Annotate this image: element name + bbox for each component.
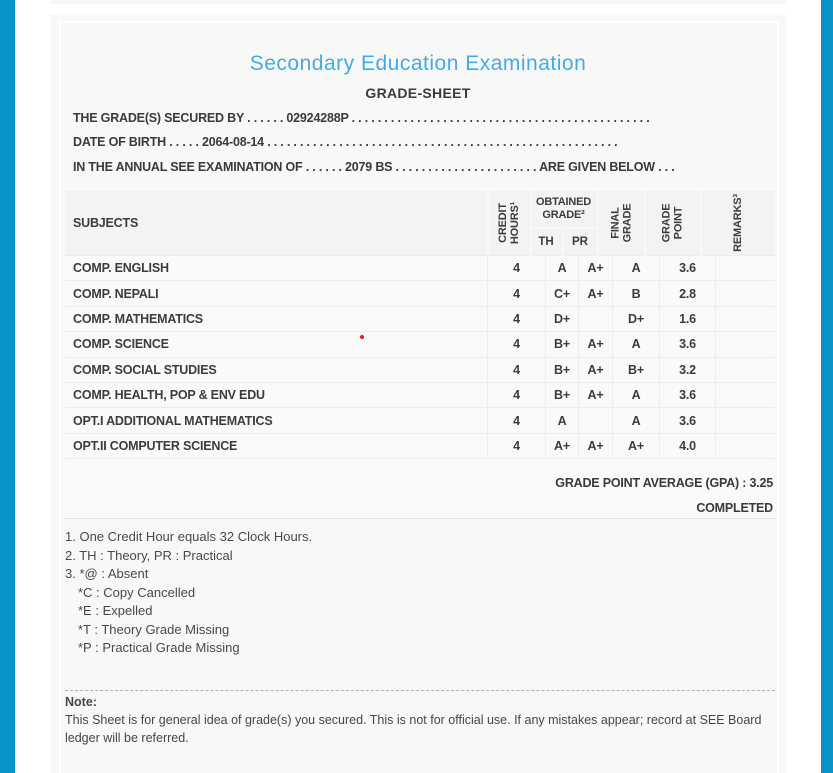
th-grade-cell: B+ (545, 383, 578, 407)
column-header-remarks: REMARKS³ (732, 194, 744, 252)
th-grade-cell: B+ (545, 358, 578, 382)
remarks-cell (715, 307, 775, 331)
credit-cell: 4 (487, 332, 545, 356)
remarks-cell (715, 281, 775, 305)
column-header-final-grade: FINAL GRADE (608, 203, 633, 243)
footnote-absent: 3. *@ : Absent (65, 566, 149, 581)
grade-point-cell: 4.0 (659, 434, 715, 458)
remarks-cell (715, 358, 775, 382)
footnote-expelled: *E : Expelled (78, 603, 153, 618)
grades-table (65, 189, 775, 519)
credit-cell: 4 (487, 434, 545, 458)
table-row (65, 357, 775, 382)
pr-grade-cell: A+ (578, 281, 612, 305)
info-line-grades-secured-by: THE GRADE(S) SECURED BY . . . . . . 02924288P . . . . . . . . . . . . . . . . . . . . . . . . . . . . . . . . . . . . . . . . . . . . . . (73, 111, 650, 125)
info-line-examination-year: IN THE ANNUAL SEE EXAMINATION OF . . . . . . 2079 BS . . . . . . . . . . . . . . . . . . . . . . ARE GIVEN BELOW . . . (73, 160, 675, 174)
final-grade-cell: A (612, 256, 659, 280)
note-text-line: ledger will be referred. (65, 731, 189, 745)
final-grade-cell: A (612, 408, 659, 432)
final-grade-cell: B+ (612, 358, 659, 382)
remarks-cell (715, 408, 775, 432)
pr-grade-cell: A+ (578, 383, 612, 407)
remarks-cell (715, 383, 775, 407)
pr-grade-cell: A+ (578, 332, 612, 356)
note-label: Note: (65, 695, 97, 709)
content-panel (50, 15, 786, 773)
subject-cell: COMP. SCIENCE (73, 337, 169, 352)
credit-cell: 4 (487, 383, 545, 407)
remarks-cell (715, 256, 775, 280)
table-row (65, 280, 775, 305)
subject-cell: COMP. ENGLISH (73, 261, 169, 276)
subject-cell: COMP. NEPALI (73, 286, 159, 301)
pr-grade-cell: A+ (578, 434, 612, 458)
grade-point-cell: 3.6 (659, 332, 715, 356)
credit-cell: 4 (487, 358, 545, 382)
subject-cell: OPT.I ADDITIONAL MATHEMATICS (73, 413, 273, 428)
remarks-cell (715, 332, 775, 356)
grade-point-cell: 3.6 (659, 408, 715, 432)
final-grade-cell: D+ (612, 307, 659, 331)
column-header-th: TH (538, 235, 554, 248)
subject-cell: COMP. SOCIAL STUDIES (73, 362, 217, 377)
dashed-divider (65, 690, 775, 691)
table-row (65, 382, 775, 407)
th-grade-cell: B+ (545, 332, 578, 356)
column-header-pr: PR (572, 235, 588, 248)
table-row (65, 331, 775, 356)
status-completed: COMPLETED (696, 501, 773, 516)
table-row (65, 433, 775, 458)
column-header-grade-point: GRADE POINT (660, 203, 685, 243)
footnote-copy-cancelled: *C : Copy Cancelled (78, 584, 196, 600)
right-blue-bar (821, 0, 833, 773)
credit-cell: 4 (487, 281, 545, 305)
gpa-value: GRADE POINT AVERAGE (GPA) : 3.25 (555, 476, 773, 491)
column-header-subjects: SUBJECTS (73, 216, 139, 230)
grade-point-cell: 3.6 (659, 383, 715, 407)
grade-point-cell: 3.6 (659, 256, 715, 280)
left-blue-bar (0, 0, 15, 773)
final-grade-cell: A (612, 332, 659, 356)
grade-point-cell: 2.8 (659, 281, 715, 305)
footnote-practical-missing: *P : Practical Grade Missing (78, 640, 240, 655)
footnote-th-pr: 2. TH : Theory, PR : Practical (65, 547, 233, 563)
th-grade-cell: C+ (545, 281, 578, 305)
note-text-line: This Sheet is for general idea of grade(s) you secured. This is not for official use. If any mistakes appear; record at SEE Board (65, 713, 762, 727)
table-row (65, 407, 775, 432)
pr-grade-cell (578, 307, 612, 331)
page-title: Secondary Education Examination (249, 52, 587, 75)
credit-cell: 4 (487, 256, 545, 280)
subject-cell: OPT.II COMPUTER SCIENCE (73, 438, 238, 453)
final-grade-cell: A (612, 383, 659, 407)
remarks-cell (715, 434, 775, 458)
top-panel-edge (50, 0, 786, 4)
credit-cell: 4 (487, 307, 545, 331)
table-row (65, 255, 775, 280)
th-grade-cell: A+ (545, 434, 578, 458)
pr-grade-cell (578, 408, 612, 432)
subject-cell: COMP. HEALTH, POP & ENV EDU (73, 388, 265, 403)
red-dot-marker (360, 335, 364, 339)
th-grade-cell: D+ (545, 307, 578, 331)
column-header-obtained-grade: OBTAINED GRADE² (535, 195, 592, 221)
pr-grade-cell: A+ (578, 358, 612, 382)
page-subtitle: GRADE-SHEET (365, 85, 471, 101)
footnote-credit-hour: 1. One Credit Hour equals 32 Clock Hours. (65, 529, 313, 544)
footnote-theory-missing: *T : Theory Grade Missing (78, 621, 230, 637)
info-line-date-of-birth: DATE OF BIRTH . . . . . 2064-08-14 . . . . . . . . . . . . . . . . . . . . . . . . . . . . . . . . . . . . . . . . . . . . . . . . . . . . . . (73, 135, 618, 149)
column-header-credit-hours: CREDIT HOURS¹ (497, 201, 522, 245)
grade-point-cell: 3.2 (659, 358, 715, 382)
subject-cell: COMP. MATHEMATICS (73, 311, 203, 326)
credit-cell: 4 (487, 408, 545, 432)
table-footer (65, 458, 775, 519)
final-grade-cell: A+ (612, 434, 659, 458)
grade-point-cell: 1.6 (659, 307, 715, 331)
pr-grade-cell: A+ (578, 256, 612, 280)
table-row (65, 306, 775, 331)
table-header-row (65, 189, 775, 255)
th-grade-cell: A (545, 256, 578, 280)
th-grade-cell: A (545, 408, 578, 432)
final-grade-cell: B (612, 281, 659, 305)
